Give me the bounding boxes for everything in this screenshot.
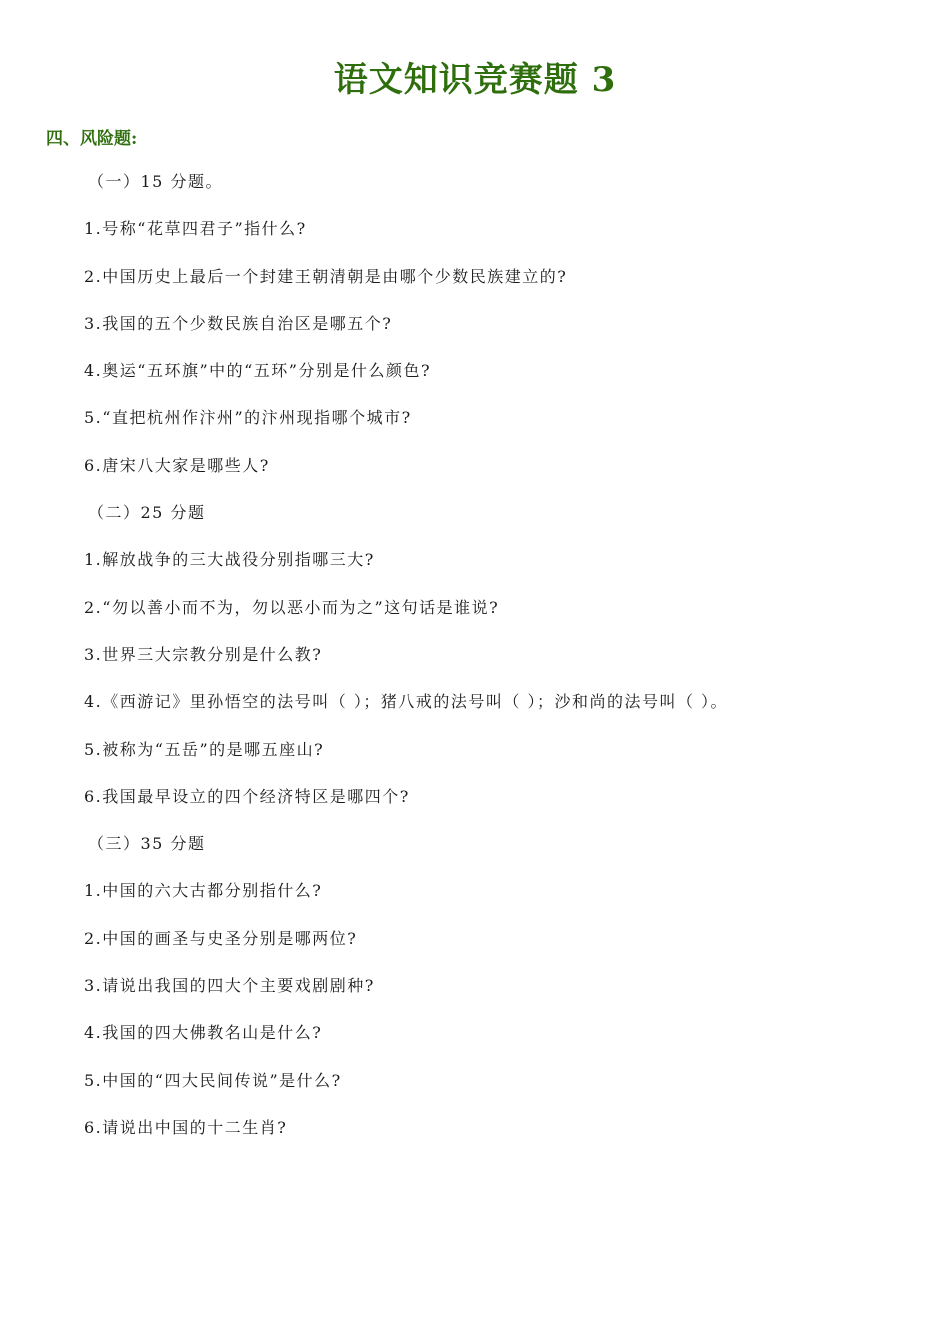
page-title: 语文知识竞赛题 3	[333, 60, 617, 100]
group-heading-3: （三）35 分题	[88, 834, 206, 854]
group-heading-2: （二）25 分题	[88, 503, 206, 523]
question-1-4: 4.奥运“五环旗”中的“五环”分别是什么颜色?	[84, 361, 432, 381]
question-1-1: 1.号称“花草四君子”指什么?	[84, 219, 307, 239]
question-2-5: 5.被称为“五岳”的是哪五座山?	[84, 739, 325, 759]
question-2-3: 3.世界三大宗教分别是什么教?	[84, 644, 323, 664]
question-list	[84, 169, 924, 1162]
question-2-1: 1.解放战争的三大战役分别指哪三大?	[84, 550, 375, 570]
group-heading-1: （一）15 分题。	[88, 172, 223, 191]
question-1-3: 3.我国的五个少数民族自治区是哪五个?	[84, 313, 393, 333]
question-3-5: 5.中国的“四大民间传说”是什么?	[84, 1070, 342, 1090]
question-1-2: 2.中国历史上最后一个封建王朝清朝是由哪个少数民族建立的?	[84, 266, 568, 286]
question-3-1: 1.中国的六大古都分别指什么?	[84, 881, 323, 901]
question-2-6: 6.我国最早设立的四个经济特区是哪四个?	[84, 786, 410, 806]
question-3-3: 3.请说出我国的四大个主要戏剧剧种?	[84, 976, 375, 996]
question-3-6: 6.请说出中国的十二生肖?	[84, 1117, 288, 1137]
question-2-4: 4.《西游记》里孙悟空的法号叫（ ）；猪八戒的法号叫（ ）；沙和尚的法号叫（ ）。	[84, 692, 729, 712]
question-1-6: 6.唐宋八大家是哪些人?	[84, 455, 270, 475]
question-1-5: 5.“直把杭州作汴州”的汴州现指哪个城市?	[84, 408, 412, 428]
question-2-2: 2.“勿以善小而不为，勿以恶小而为之”这句话是谁说?	[84, 597, 500, 617]
question-3-4: 4.我国的四大佛教名山是什么?	[84, 1023, 323, 1043]
question-3-2: 2.中国的画圣与史圣分别是哪两位?	[84, 928, 358, 948]
section-heading: 四、风险题:	[46, 129, 138, 149]
